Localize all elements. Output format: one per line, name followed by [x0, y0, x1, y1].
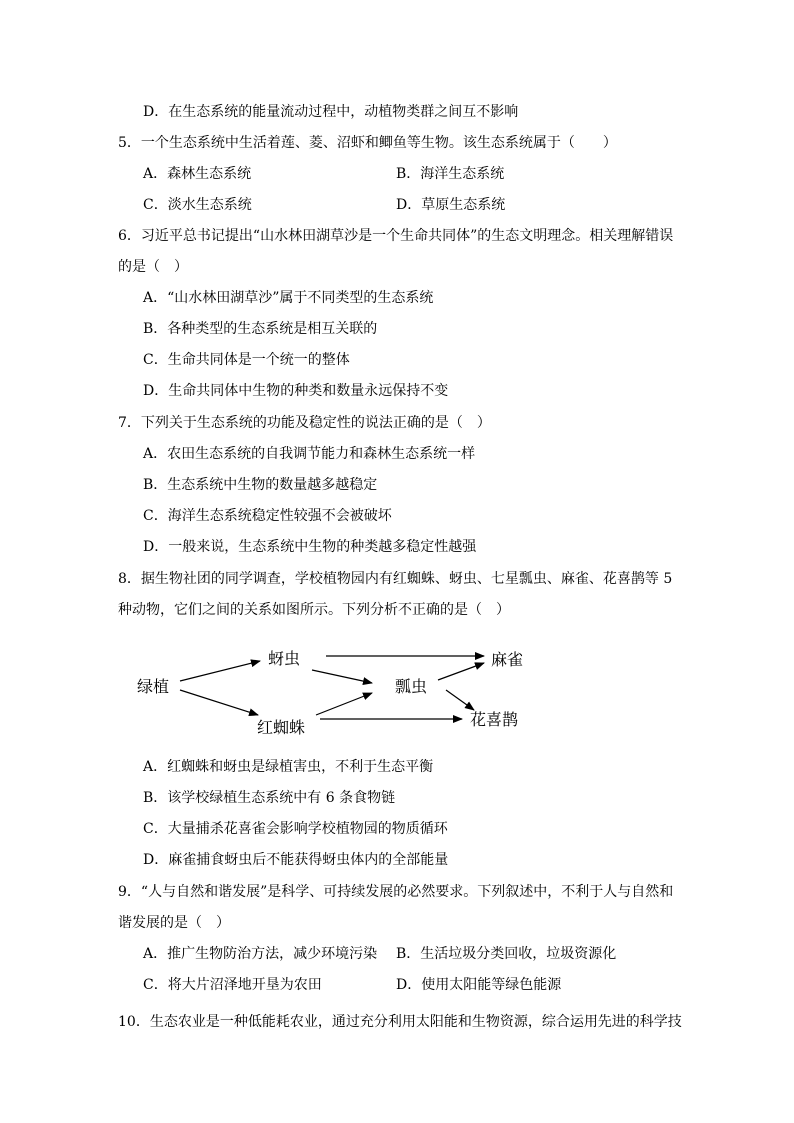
q5-option-c: C．淡水生态系统	[143, 197, 252, 213]
q10-stem-line1: 10．生态农业是一种低能耗农业，通过充分利用太阳能和生物资源，综合运用先进的科学技	[118, 1014, 682, 1030]
q6-stem-line1: 6．习近平总书记提出“山水林田湖草沙是一个生命共同体”的生态文明理念。相关理解错误	[118, 228, 674, 244]
q6-option-b: B．各种类型的生态系统是相互关联的	[143, 321, 378, 337]
q9-option-a: A．推广生物防治方法，减少环境污染	[143, 946, 378, 962]
q6-stem-line2: 的是（ ）	[118, 259, 188, 275]
q9-option-b: B．生活垃圾分类回收，垃圾资源化	[396, 946, 617, 962]
arrow-ladybug-to-sparrow	[438, 663, 484, 680]
q4-option-d: D．在生态系统的能量流动过程中，动植物类群之间互不影响	[143, 104, 519, 120]
q9-stem-line1: 9．“人与自然和谐发展”是科学、可持续发展的必然要求。下列叙述中，不利于人与自然和	[118, 884, 674, 900]
q7-option-d: D．一般来说，生态系统中生物的种类越多稳定性越强	[143, 539, 477, 555]
node-magpie: 花喜鹊	[470, 710, 519, 729]
q8-option-b: B．该学校绿植生态系统中有 6 条食物链	[143, 790, 396, 806]
q6-option-a: A．“山水林田湖草沙”属于不同类型的生态系统	[143, 290, 434, 306]
arrow-spider-to-ladybug	[316, 693, 372, 715]
q5-option-a: A．森林生态系统	[143, 166, 252, 182]
node-ladybug: 瓢虫	[395, 677, 428, 696]
q6-option-c: C．生命共同体是一个统一的整体	[143, 352, 350, 368]
q9-option-c: C．将大片沼泽地开垦为农田	[143, 977, 322, 993]
q6-option-d: D．生命共同体中生物的种类和数量永远保持不变	[143, 383, 449, 399]
node-plant: 绿植	[137, 677, 170, 696]
node-sparrow: 麻雀	[491, 650, 524, 669]
q9-option-d: D．使用太阳能等绿色能源	[396, 977, 562, 993]
q5-option-d: D．草原生态系统	[396, 197, 506, 213]
q7-option-b: B．生态系统中生物的数量越多越稳定	[143, 477, 378, 493]
q7-stem: 7．下列关于生态系统的功能及稳定性的说法正确的是（ ）	[118, 415, 491, 431]
arrow-plant-to-spider	[180, 690, 258, 715]
node-spider: 红蜘蛛	[257, 718, 306, 737]
q8-option-a: A．红蜘蛛和蚜虫是绿植害虫，不利于生态平衡	[143, 759, 434, 775]
q7-option-c: C．海洋生态系统稳定性较强不会被破坏	[143, 508, 392, 524]
q8-stem-line2: 种动物，它们之间的关系如图所示。下列分析不正确的是（ ）	[118, 602, 510, 618]
arrow-ladybug-to-magpie	[446, 690, 474, 710]
q5-stem: 5．一个生态系统中生活着莲、菱、沼虾和鲫鱼等生物。该生态系统属于（ ）	[118, 135, 617, 151]
q8-stem-line1: 8．据生物社团的同学调查，学校植物园内有红蜘蛛、蚜虫、七星瓢虫、麻雀、花喜鹊等 5	[118, 571, 673, 587]
q7-option-a: A．农田生态系统的自我调节能力和森林生态系统一样	[143, 446, 476, 462]
q8-option-c: C．大量捕杀花喜雀会影响学校植物园的物质循环	[143, 821, 448, 837]
arrow-aphid-to-ladybug	[312, 670, 372, 683]
node-aphid: 蚜虫	[268, 649, 301, 668]
q8-option-d: D．麻雀捕食蚜虫后不能获得蚜虫体内的全部能量	[143, 852, 449, 868]
q9-stem-line2: 谐发展的是（ ）	[118, 915, 230, 931]
q5-option-b: B．海洋生态系统	[396, 166, 505, 182]
arrow-plant-to-aphid	[180, 661, 260, 681]
